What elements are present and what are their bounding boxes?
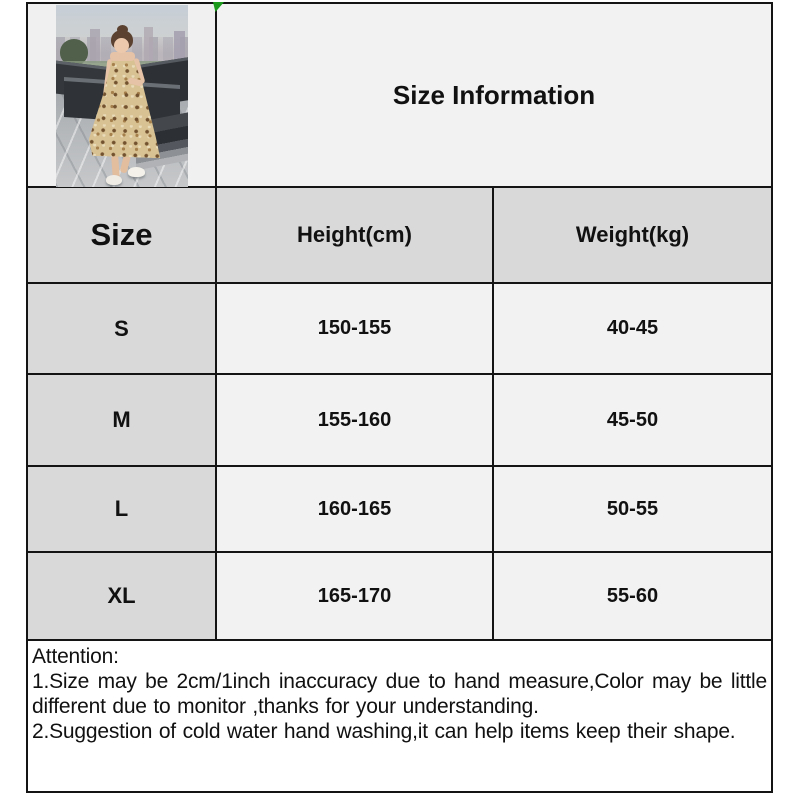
photo-model-shoulders [110, 52, 135, 61]
size-chart-sheet [26, 2, 773, 793]
column-header-height: Height(cm) [217, 188, 494, 284]
table-row-height-value: 165-170 [217, 553, 494, 641]
product-photo [56, 5, 188, 187]
page-title-cell [217, 4, 771, 188]
attention-note-2: 2.Suggestion of cold water hand washing,it can help items keep their shape. [32, 720, 736, 743]
table-row-size-label: S [28, 284, 217, 375]
table-row-height-value: 160-165 [217, 467, 494, 553]
table-row-weight-value: 40-45 [494, 284, 771, 375]
photo-model-face [114, 38, 129, 53]
table-row-weight-value: 55-60 [494, 553, 771, 641]
attention-section [28, 641, 771, 791]
photo-model-shoe [106, 175, 122, 185]
page-title: Size Information [392, 79, 596, 110]
photo-model-shoe [128, 167, 145, 177]
photo-building [174, 31, 185, 61]
table-row-weight-value: 50-55 [494, 467, 771, 553]
table-row-size-label: L [28, 467, 217, 553]
table-row-size-label: XL [28, 553, 217, 641]
attention-note-1: 1.Size may be 2cm/1inch inaccuracy due to hand measure,Color may be little different due to monitor ,thanks for your understanding. [32, 670, 767, 718]
table-row-weight-value: 45-50 [494, 375, 771, 467]
product-photo-cell [28, 4, 217, 188]
table-row-size-label: M [28, 375, 217, 467]
photo-building [144, 27, 153, 61]
attention-title: Attention: [32, 645, 119, 668]
size-table [28, 4, 771, 641]
column-header-weight: Weight(kg) [494, 188, 771, 284]
column-header-size: Size [28, 188, 217, 284]
photo-model-hair-bun [117, 25, 128, 34]
table-row-height-value: 155-160 [217, 375, 494, 467]
table-row-height-value: 150-155 [217, 284, 494, 375]
photo-building [90, 29, 100, 61]
